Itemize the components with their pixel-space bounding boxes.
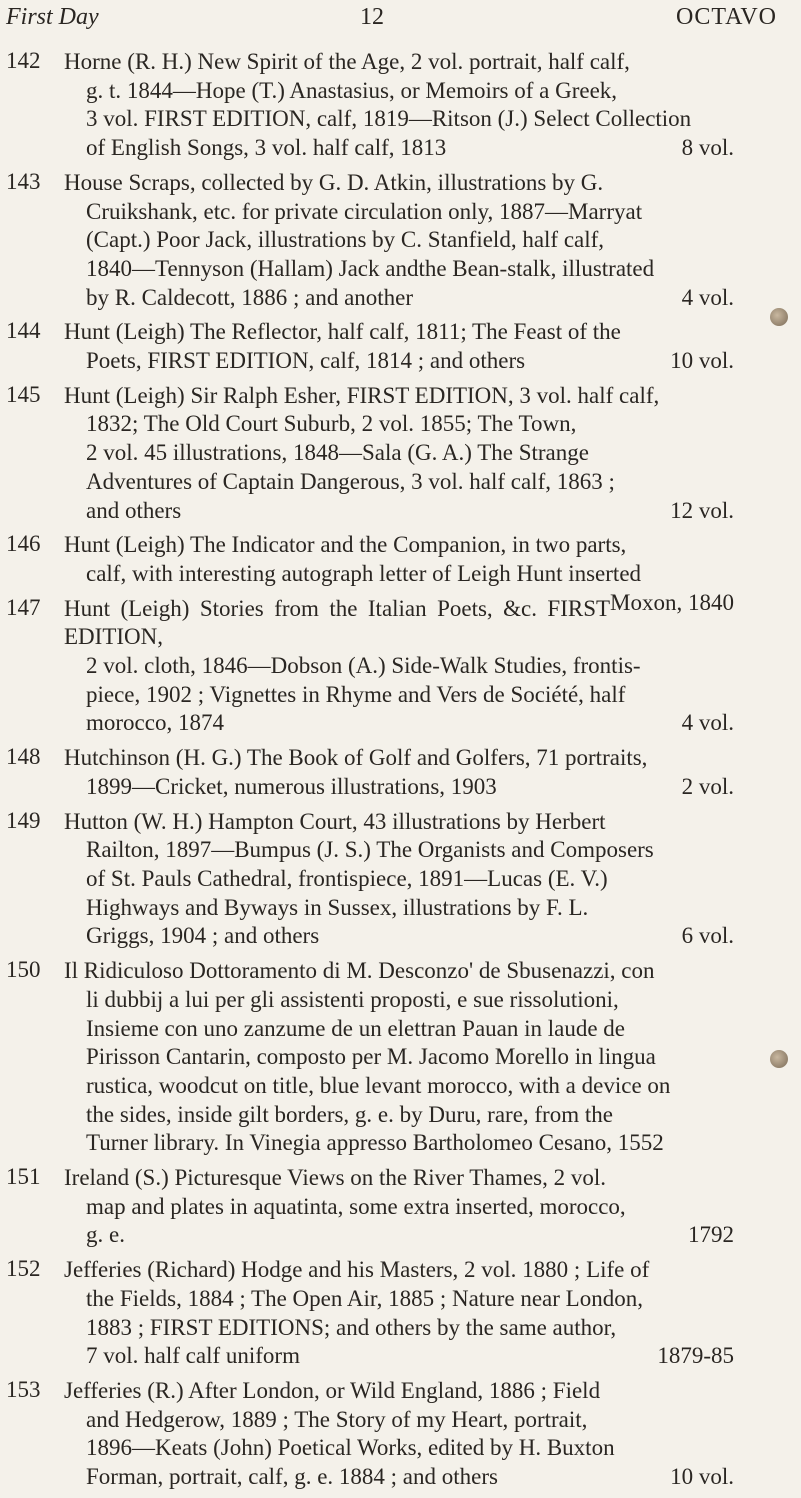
entry-line: Hunt (Leigh) The Reflector, half calf, 1811; The Feast of the — [64, 319, 621, 345]
lot-number: 151 — [6, 1164, 41, 1190]
lot-number: 147 — [6, 594, 41, 620]
entry-line: Hunt (Leigh) Stories from the Italian Poets, &c. FIRST EDITION, — [64, 595, 611, 650]
lot-number: 152 — [6, 1256, 41, 1282]
format-label: OCTAVO — [676, 4, 777, 30]
catalogue-entry — [0, 808, 734, 952]
catalogue-entry — [0, 48, 734, 163]
entry-description — [64, 169, 734, 313]
entry-line: the Fields, 1884 ; The Open Air, 1885 ; Nature near London, — [86, 1285, 643, 1311]
entry-line: Horne (R. H.) New Spirit of the Age, 2 vol. portrait, half calf, — [64, 49, 630, 74]
catalogue-entry — [0, 382, 734, 526]
entry-line: calf, with interesting autograph letter of Leigh Hunt inserted — [86, 560, 642, 586]
lot-number: 153 — [6, 1376, 41, 1402]
volume-count: 12 vol. — [670, 497, 734, 523]
entry-line: Griggs, 1904 ; and others — [86, 923, 320, 949]
page-header — [0, 4, 801, 44]
entry-description — [64, 957, 734, 1158]
entry-line: Cruikshank, etc. for private circulation only, 1887—Marryat — [86, 198, 643, 224]
entry-line: Jefferies (R.) After London, or Wild England, 1886 ; Field — [64, 1377, 601, 1403]
catalogue-entry — [0, 1377, 734, 1492]
entry-line: House Scraps, collected by G. D. Atkin, illustrations by G. — [64, 169, 604, 195]
catalogue-entry — [0, 595, 734, 739]
entry-line: Hunt (Leigh) Sir Ralph Esher, FIRST EDITION, 3 vol. half calf, — [64, 382, 660, 408]
entry-line: Pirisson Cantarin, composto per M. Jacomo Morello in lingua — [86, 1044, 656, 1070]
entry-description — [64, 318, 734, 375]
entry-description — [64, 48, 734, 163]
entry-line: of English Songs, 3 vol. half calf, 1813 — [86, 135, 447, 161]
catalogue-entry — [0, 1256, 734, 1371]
entry-line: Ireland (S.) Picturesque Views on the River Thames, 2 vol. — [64, 1165, 606, 1191]
entry-line: li dubbij a lui per gli assistenti proposti, e sue rissolutioni, — [86, 986, 619, 1012]
entry-line: 2 vol. 45 illustrations, 1848—Sala (G. A.) The Strange — [86, 440, 589, 466]
volume-count: 10 vol. — [670, 348, 734, 374]
entry-line: Il Ridiculoso Dottoramento di M. Desconzo' de Sbusenazzi, con — [64, 958, 655, 984]
entry-description — [64, 382, 734, 526]
catalogue-entries — [0, 48, 801, 1498]
entry-line: Insieme con uno zanzume de un elettran Pauan in laude de — [86, 1015, 626, 1041]
entry-description — [64, 1377, 734, 1492]
entry-description — [64, 1164, 734, 1250]
entry-line: Adventures of Captain Dangerous, 3 vol. half calf, 1863 ; — [86, 468, 615, 494]
entry-line: Hutchinson (H. G.) The Book of Golf and Golfers, 71 portraits, — [64, 745, 648, 771]
entry-description — [64, 808, 734, 952]
entry-line: Jefferies (Richard) Hodge and his Masters, 2 vol. 1880 ; Life of — [64, 1257, 650, 1283]
entry-description — [64, 1256, 734, 1371]
entry-line: 1840—Tennyson (Hallam) Jack andthe Bean-stalk, illustrated — [86, 255, 655, 281]
volume-count: 1792 — [688, 1222, 734, 1248]
page-number: 12 — [360, 4, 384, 30]
entry-line: rustica, woodcut on title, blue levant morocco, with a device on — [86, 1072, 671, 1098]
catalogue-entry — [0, 744, 734, 801]
entry-line: g. t. 1844—Hope (T.) Anastasius, or Memoirs of a Greek, — [86, 77, 618, 103]
volume-count: 4 vol. — [681, 710, 734, 736]
lot-number: 142 — [6, 48, 41, 73]
volume-count: Moxon, 1840 — [610, 589, 734, 615]
entry-line: map and plates in aquatinta, some extra inserted, morocco, — [86, 1193, 626, 1219]
volume-count: 1879-85 — [657, 1343, 734, 1369]
lot-number: 146 — [6, 531, 41, 557]
entry-line: the sides, inside gilt borders, g. e. by Duru, rare, from the — [86, 1101, 613, 1127]
entry-line: 1883 ; FIRST EDITIONS; and others by the same author, — [86, 1314, 617, 1340]
entry-line: of St. Pauls Cathedral, frontispiece, 1891—Lucas (E. V.) — [86, 865, 608, 891]
entry-line: and Hedgerow, 1889 ; The Story of my Heart, portrait, — [86, 1406, 588, 1432]
entry-line: 7 vol. half calf uniform — [86, 1343, 300, 1369]
entry-line: Forman, portrait, calf, g. e. 1884 ; and others — [86, 1464, 498, 1490]
entry-line: g. e. — [86, 1222, 125, 1248]
entry-line: 1832; The Old Court Suburb, 2 vol. 1855; The Town, — [86, 411, 577, 437]
volume-count: 10 vol. — [670, 1464, 734, 1490]
volume-count: 8 vol. — [681, 135, 734, 161]
volume-count: 2 vol. — [681, 773, 734, 799]
volume-count: 6 vol. — [681, 923, 734, 949]
entry-line: 2 vol. cloth, 1846—Dobson (A.) Side-Walk Studies, frontis- — [86, 653, 641, 679]
entry-line: Railton, 1897—Bumpus (J. S.) The Organists and Composers — [86, 837, 654, 863]
lot-number: 143 — [6, 168, 41, 194]
catalogue-entry — [0, 1164, 734, 1250]
entry-line: and others — [86, 497, 182, 523]
entry-line: (Capt.) Poor Jack, illustrations by C. Stanfield, half calf, — [86, 227, 605, 253]
entry-line: piece, 1902 ; Vignettes in Rhyme and Vers de Société, half — [86, 681, 626, 707]
entry-line: morocco, 1874 — [86, 710, 224, 736]
entry-description — [64, 744, 734, 801]
entry-line: Turner library. In Vinegia appresso Bartholomeo Cesano, 1552 — [86, 1130, 664, 1156]
lot-number: 144 — [6, 318, 41, 344]
catalogue-entry — [0, 957, 734, 1158]
running-title: First Day — [6, 4, 99, 30]
lot-number: 150 — [6, 957, 41, 983]
lot-number: 145 — [6, 381, 41, 407]
entry-description — [64, 595, 734, 739]
entry-line: 1896—Keats (John) Poetical Works, edited by H. Buxton — [86, 1435, 615, 1461]
entry-line: Highways and Byways in Sussex, illustrations by F. L. — [86, 894, 589, 920]
entry-line: 3 vol. FIRST EDITION, calf, 1819—Ritson (J.) Select Collection — [86, 106, 692, 132]
entry-line: 1899—Cricket, numerous illustrations, 1903 — [86, 773, 497, 799]
entry-line: Poets, FIRST EDITION, calf, 1814 ; and others — [86, 348, 526, 374]
volume-count: 4 vol. — [681, 284, 734, 310]
catalogue-entry — [0, 318, 734, 375]
entry-description — [64, 531, 734, 615]
entry-line: by R. Caldecott, 1886 ; and another — [86, 284, 414, 310]
lot-number: 149 — [6, 807, 41, 833]
catalogue-entry — [0, 169, 734, 313]
lot-number: 148 — [6, 744, 41, 770]
entry-line: Hutton (W. H.) Hampton Court, 43 illustrations by Herbert — [64, 808, 606, 834]
entry-line: Hunt (Leigh) The Indicator and the Companion, in two parts, — [64, 532, 627, 558]
